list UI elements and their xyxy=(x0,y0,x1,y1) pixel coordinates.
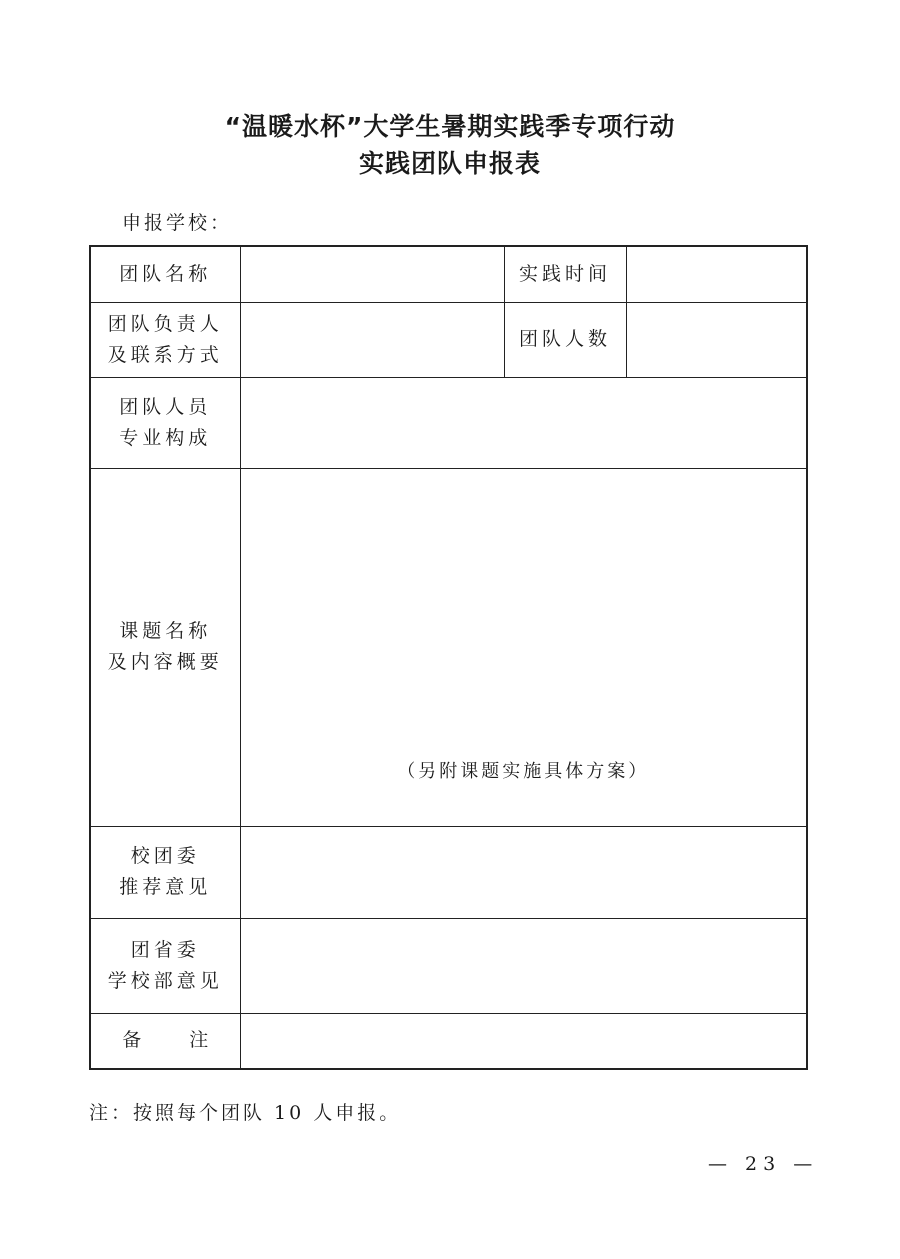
team-count-label: 团队人数 xyxy=(504,302,626,377)
members-label-line1: 团队人员 xyxy=(119,395,212,418)
practice-time-label: 实践时间 xyxy=(504,246,626,302)
provincial-committee-label-line2: 学校部意见 xyxy=(107,969,223,992)
provincial-committee-field[interactable] xyxy=(240,918,807,1013)
topic-label-line2: 及内容概要 xyxy=(107,651,223,673)
topic-label-line1: 课题名称 xyxy=(119,620,212,642)
team-name-label: 团队名称 xyxy=(90,246,240,302)
topic-label xyxy=(90,468,240,826)
provincial-committee-label-line1: 团省委 xyxy=(130,938,200,961)
form-title-line1: “温暖水杯”大学生暑期实践季专项行动 xyxy=(224,112,676,141)
members-label-line2: 专业构成 xyxy=(119,426,212,449)
remarks-field[interactable] xyxy=(240,1013,807,1069)
members-field[interactable] xyxy=(240,377,807,468)
provincial-committee-label xyxy=(90,918,240,1013)
form-title-line2: 实践团队申报表 xyxy=(358,149,541,178)
school-label: 申报学校： xyxy=(122,212,233,234)
school-committee-field[interactable] xyxy=(240,826,807,918)
team-leader-label-line1: 团队负责人 xyxy=(107,312,223,335)
team-leader-label-line2: 及联系方式 xyxy=(107,343,223,366)
team-name-field[interactable] xyxy=(240,246,504,302)
school-committee-label-line1: 校团委 xyxy=(130,845,200,867)
team-count-field[interactable] xyxy=(626,302,807,377)
members-label xyxy=(90,377,240,468)
remarks-label-text: 备注 xyxy=(122,1029,209,1052)
remarks-label xyxy=(90,1013,240,1069)
application-form-table xyxy=(89,245,808,1070)
attachment-note: （另附课题实施具体方案） xyxy=(397,760,650,782)
school-committee-label xyxy=(90,826,240,918)
page-number: — 23 — xyxy=(708,1153,819,1175)
school-committee-label-line2: 推荐意见 xyxy=(119,876,212,898)
footnote: 注：按照每个团队 10 人申报。 xyxy=(89,1102,402,1124)
practice-time-field[interactable] xyxy=(626,246,807,302)
team-leader-label xyxy=(90,302,240,377)
topic-field[interactable] xyxy=(240,468,807,826)
team-leader-field[interactable] xyxy=(240,302,504,377)
